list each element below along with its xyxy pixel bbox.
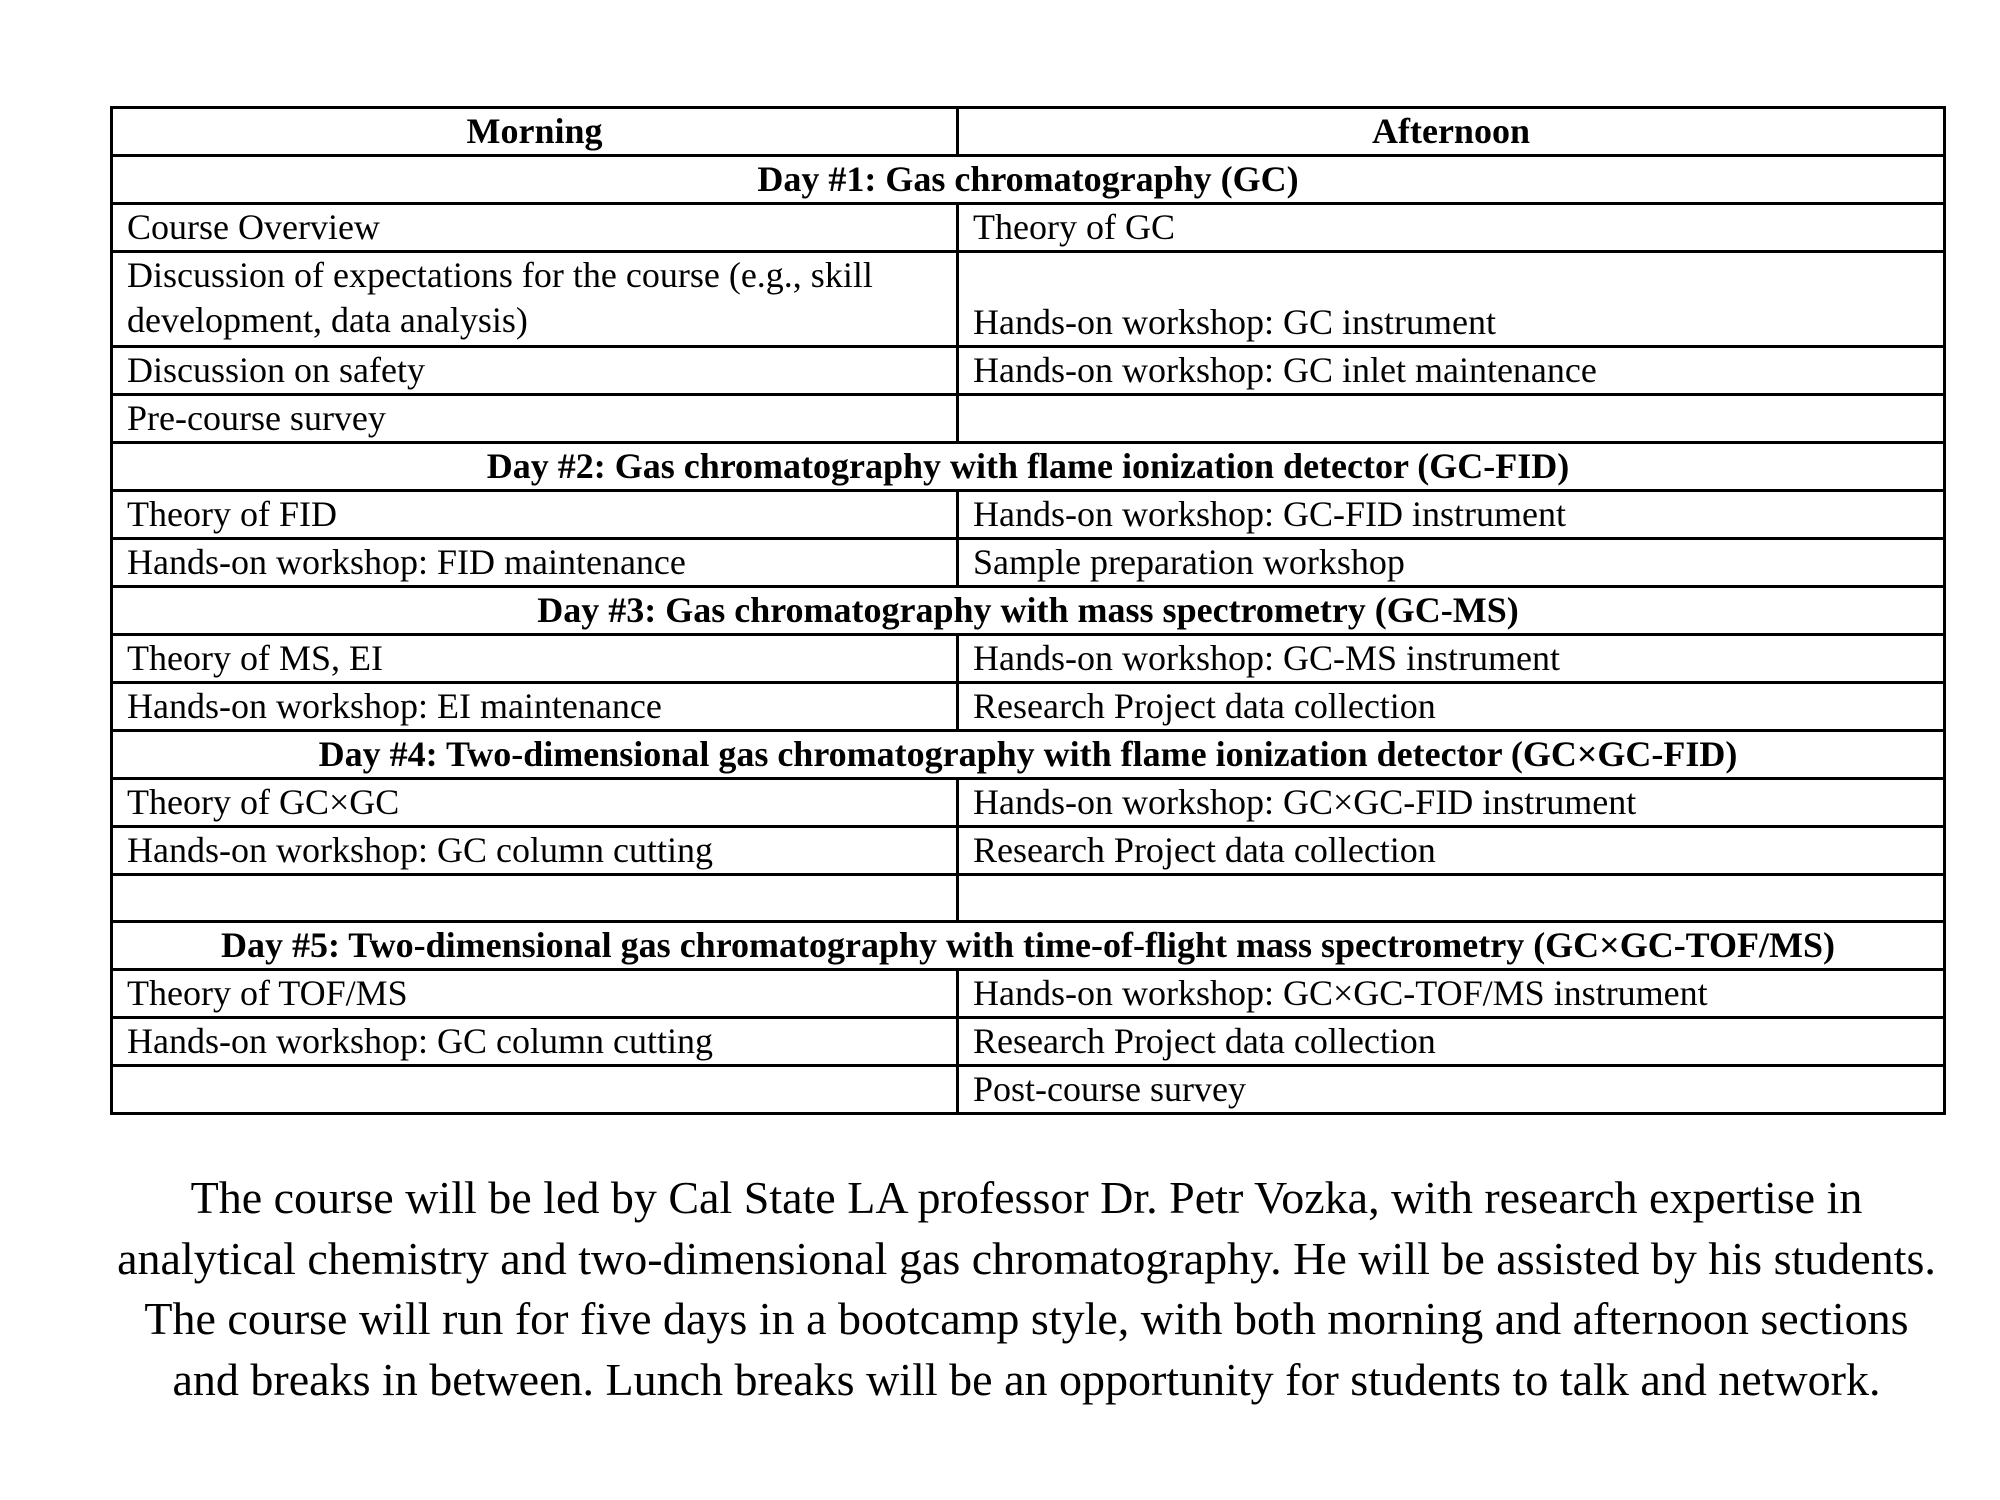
morning-cell: Theory of TOF/MS — [112, 970, 958, 1018]
table-row — [112, 683, 1945, 731]
afternoon-cell — [958, 875, 1945, 922]
day-5-title: Day #5: Two-dimensional gas chromatography with time-of-flight mass spectrometry (GC×GC-TOF/MS) — [112, 922, 1945, 970]
day-2-title: Day #2: Gas chromatography with flame ionization detector (GC-FID) — [112, 443, 1945, 491]
afternoon-cell: Hands-on workshop: GC instrument — [958, 252, 1945, 347]
afternoon-cell: Hands-on workshop: GC inlet maintenance — [958, 347, 1945, 395]
table-row — [112, 491, 1945, 539]
afternoon-cell: Research Project data collection — [958, 1018, 1945, 1066]
schedule-table — [110, 106, 1946, 1115]
morning-cell: Hands-on workshop: EI maintenance — [112, 683, 958, 731]
afternoon-cell: Hands-on workshop: GC-FID instrument — [958, 491, 1945, 539]
afternoon-cell: Hands-on workshop: GC-MS instrument — [958, 635, 1945, 683]
table-row — [112, 204, 1945, 252]
table-row — [112, 875, 1945, 922]
day-3-title: Day #3: Gas chromatography with mass spectrometry (GC-MS) — [112, 587, 1945, 635]
morning-cell: Hands-on workshop: GC column cutting — [112, 1018, 958, 1066]
course-description: The course will be led by Cal State LA professor Dr. Petr Vozka, with research expertise in analytical chemistry and two-dimensional gas chromatography. He will be assisted by his students. The course will run for five days in a bootcamp style, with both morning and afternoon sections and breaks in between. Lunch breaks will be an opportunity for students to talk and network. — [117, 1172, 1936, 1405]
table-row — [112, 779, 1945, 827]
table-row — [112, 970, 1945, 1018]
afternoon-cell: Hands-on workshop: GC×GC-FID instrument — [958, 779, 1945, 827]
morning-cell — [112, 875, 958, 922]
morning-cell: Discussion of expectations for the course (e.g., skill development, data analysis) — [112, 252, 958, 347]
afternoon-cell: Post-course survey — [958, 1066, 1945, 1114]
day-2-header — [112, 443, 1945, 491]
day-5-header — [112, 922, 1945, 970]
afternoon-cell: Research Project data collection — [958, 683, 1945, 731]
afternoon-cell: Research Project data collection — [958, 827, 1945, 875]
morning-cell — [112, 1066, 958, 1114]
table-row — [112, 539, 1945, 587]
day-1-header — [112, 156, 1945, 204]
morning-cell: Course Overview — [112, 204, 958, 252]
afternoon-cell: Theory of GC — [958, 204, 1945, 252]
morning-cell: Theory of GC×GC — [112, 779, 958, 827]
afternoon-cell: Sample preparation workshop — [958, 539, 1945, 587]
day-4-title: Day #4: Two-dimensional gas chromatography with flame ionization detector (GC×GC-FID) — [112, 731, 1945, 779]
table-row — [112, 635, 1945, 683]
afternoon-cell — [958, 395, 1945, 443]
morning-cell: Discussion on safety — [112, 347, 958, 395]
table-row — [112, 252, 1945, 347]
day-3-header — [112, 587, 1945, 635]
table-row — [112, 347, 1945, 395]
morning-cell: Hands-on workshop: GC column cutting — [112, 827, 958, 875]
afternoon-header: Afternoon — [958, 108, 1945, 156]
day-1-title: Day #1: Gas chromatography (GC) — [112, 156, 1945, 204]
day-4-header — [112, 731, 1945, 779]
morning-cell: Pre-course survey — [112, 395, 958, 443]
table-row — [112, 1066, 1945, 1114]
morning-cell: Hands-on workshop: FID maintenance — [112, 539, 958, 587]
table-row — [112, 827, 1945, 875]
morning-cell: Theory of MS, EI — [112, 635, 958, 683]
morning-header: Morning — [112, 108, 958, 156]
table-row — [112, 395, 1945, 443]
header-row — [112, 108, 1945, 156]
afternoon-cell: Hands-on workshop: GC×GC-TOF/MS instrument — [958, 970, 1945, 1018]
morning-cell: Theory of FID — [112, 491, 958, 539]
table-row — [112, 1018, 1945, 1066]
